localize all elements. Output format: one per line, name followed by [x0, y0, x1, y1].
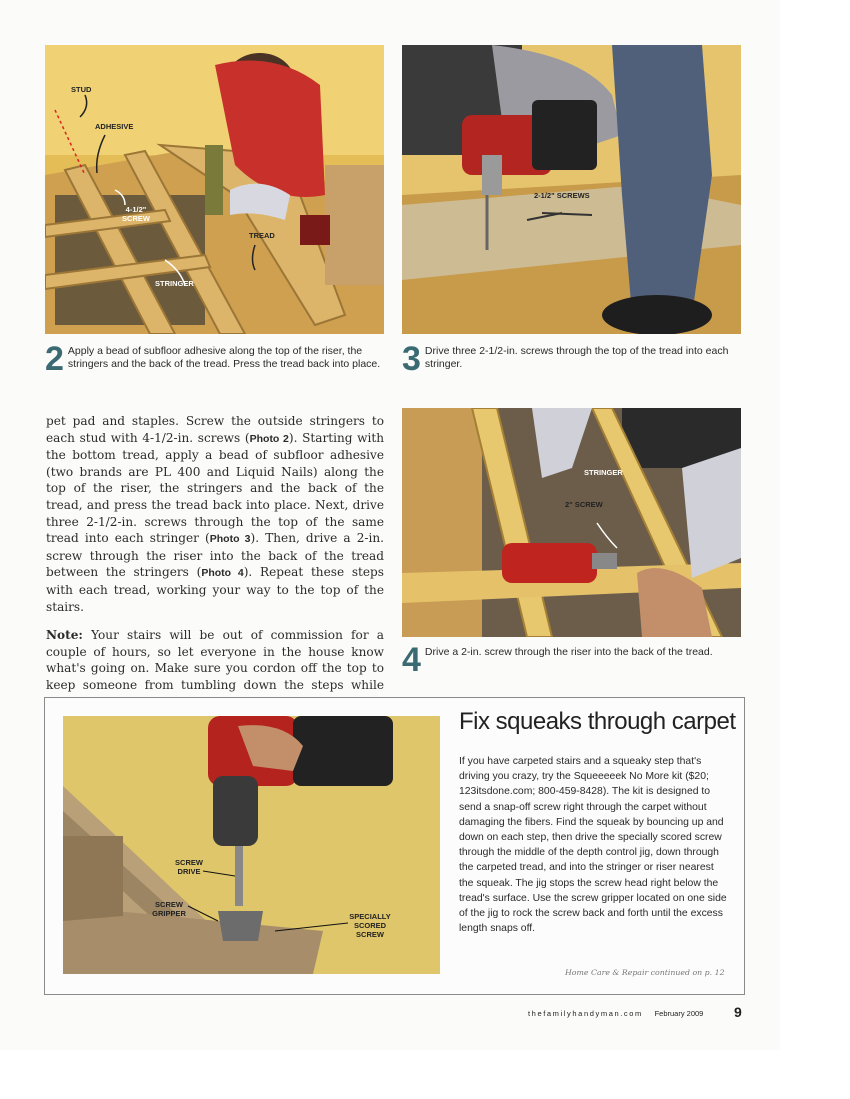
caption-photo-2: [45, 340, 381, 378]
photo-3-illustration: [402, 45, 741, 334]
footer-date: February 2009: [654, 1009, 704, 1018]
photo-4-riser-screw: [402, 408, 741, 637]
photo-2-adhesive-tread: [45, 45, 384, 334]
caption-text: Drive three 2-1/2-in. screws through the top of the tread into each stringer.: [424, 345, 729, 370]
sidebar-box: [44, 697, 745, 995]
photo-3-ref: Photo 3: [209, 533, 251, 546]
page-number: 9: [734, 1004, 742, 1020]
label-stringer-photo4: STRINGER: [584, 468, 623, 477]
label-specially-scored-screw: SPECIALLY SCORED SCREW: [349, 912, 391, 939]
page-footer: [528, 1004, 742, 1020]
caption-photo-4: [402, 641, 742, 679]
caption-text: Drive a 2-in. screw through the riser into the back of the tread.: [424, 646, 713, 658]
label-stud: STUD: [71, 85, 92, 94]
photo-2-ref: Photo 2: [249, 432, 289, 445]
body-paragraph: pet pad and staples. Screw the outside stringers to each stud with 4-1/2-in. screws (Photo 2). Starting with the bottom tread, apply a bead of subfloor adhesive (two brands are PL 400 and Liquid Nails) along the top of the riser, the stringers and the back of the tread, and press the tread back into place. Next, drive three 2-1/2-in. screws through the top of the same tread into each stringer (Photo 3). Then, drive a 2-in. screw through the riser into the back of the tread between the stringers (Photo 4). Repeat these steps with each tread, working your way to the top of the stairs.: [46, 414, 385, 614]
label-screw-gripper: SCREW GRIPPER: [152, 900, 186, 918]
photo-2-illustration: [45, 45, 384, 334]
caption-number: 4: [402, 641, 421, 679]
photo-4-ref: Photo 4: [201, 567, 244, 580]
caption-text: Apply a bead of subfloor adhesive along the top of the riser, the stringers and the back of the tread. Press the tread back into place.: [67, 345, 381, 370]
continued-note: Home Care & Repair continued on p. 12: [565, 968, 725, 977]
label-adhesive: ADHESIVE: [95, 122, 134, 131]
label-2-1-2-screws: 2-1/2" SCREWS: [534, 191, 590, 200]
label-tread: TREAD: [249, 231, 275, 240]
label-4-1-2-screw: 4-1/2" SCREW: [122, 205, 150, 223]
note-label: Note:: [46, 628, 83, 643]
label-stringer: STRINGER: [155, 279, 194, 288]
note-paragraph: Note: Your stairs will be out of commission for a couple of hours, so let everyone in the house know what's going on. Make sure you cordon off the top to keep someone from tumbling down the steps while: [46, 628, 384, 692]
caption-number: 2: [45, 340, 64, 378]
label-screw-drive: SCREW DRIVE: [175, 858, 203, 876]
caption-number: 3: [402, 340, 421, 378]
footer-site: thefamilyhandyman.com: [528, 1009, 643, 1018]
sidebar-title: Fix squeaks through carpet: [459, 708, 736, 735]
photo-4-illustration: [402, 408, 741, 637]
article-body: [46, 413, 384, 722]
caption-photo-3: [402, 340, 742, 378]
label-2-screw: 2" SCREW: [565, 500, 603, 509]
sidebar-text: If you have carpeted stairs and a squeaky step that's driving you crazy, try the Squeeeeek No More kit ($20; 123itsdone.com; 800-459-8428). The kit is designed to send a snap-off screw right through the carpet without damaging the fibers. Find the squeak by bouncing up and down on each step, then drive the specially scored screw through the middle of the depth control jig, down through the carpeted tread, and into the stringer or riser nearest the squeak. The jig stops the screw head right below the tread's surface. Use the screw gripper located on one side of the jig to rock the screw back and forth until the excess length snaps off.: [459, 756, 727, 935]
photo-carpet-squeak: [63, 716, 440, 974]
photo-3-drive-screws: [402, 45, 741, 334]
